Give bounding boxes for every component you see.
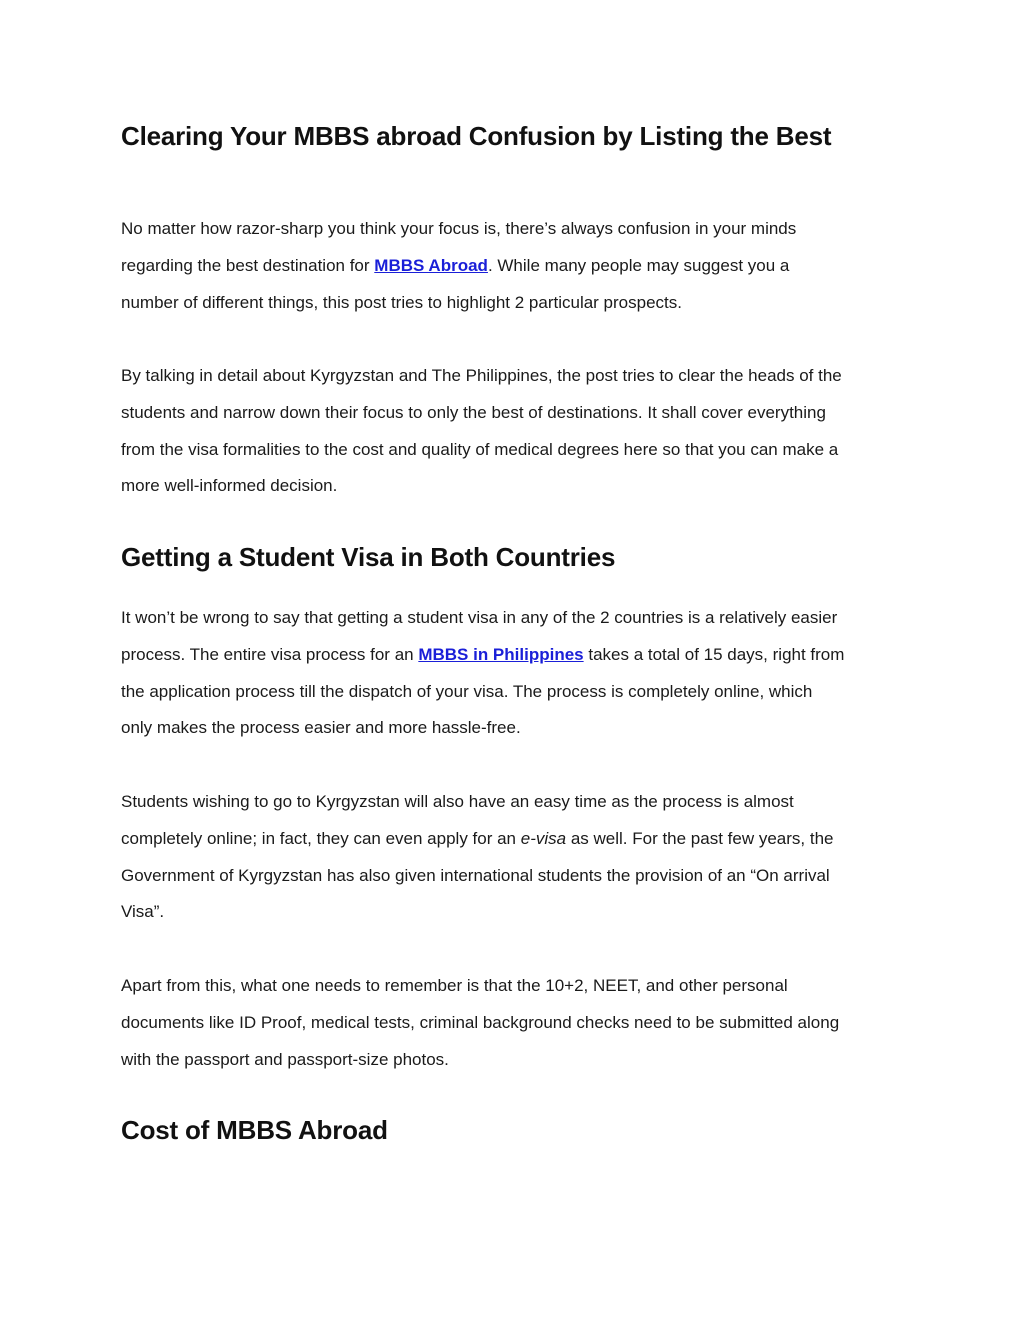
mbbs-abroad-link[interactable]: MBBS Abroad bbox=[374, 255, 488, 275]
text-line bbox=[121, 821, 911, 858]
text-span: completely online; in fact, they can even apply for an bbox=[121, 828, 521, 848]
overview-paragraph bbox=[121, 358, 911, 505]
text-line: Students wishing to go to Kyrgyzstan will also have an easy time as the process is almost bbox=[121, 792, 794, 811]
text-line bbox=[121, 248, 911, 285]
documents-paragraph bbox=[121, 968, 911, 1078]
text-line: students and narrow down their focus to only the best of destinations. It shall cover everything bbox=[121, 402, 826, 422]
text-span: as well. For the past few years, the bbox=[566, 828, 834, 848]
visa-kyrgyzstan-paragraph bbox=[121, 784, 911, 931]
section-heading-visa: Getting a Student Visa in Both Countries bbox=[121, 542, 616, 572]
text-line: only makes the process easier and more hassle-free. bbox=[121, 718, 521, 738]
page-title: Clearing Your MBBS abroad Confusion by Listing the Best bbox=[121, 121, 832, 151]
text-line: number of different things, this post tries to highlight 2 particular prospects. bbox=[121, 292, 682, 312]
intro-paragraph bbox=[121, 211, 911, 321]
text-line: No matter how razor-sharp you think your focus is, there’s always confusion in your minds bbox=[121, 219, 797, 238]
text-line bbox=[121, 637, 911, 674]
text-line: Visa”. bbox=[121, 902, 165, 922]
text-span: regarding the best destination for bbox=[121, 255, 375, 275]
e-visa-emphasis: e-visa bbox=[520, 828, 567, 848]
text-line: with the passport and passport-size photos. bbox=[121, 1049, 449, 1069]
text-line: Apart from this, what one needs to remember is that the 10+2, NEET, and other personal bbox=[121, 976, 788, 995]
text-line: Government of Kyrgyzstan has also given international students the provision of an “On arrival bbox=[121, 865, 830, 885]
text-line: the application process till the dispatch of your visa. The process is completely online, which bbox=[121, 681, 813, 701]
mbbs-in-philippines-link[interactable]: MBBS in Philippines bbox=[418, 644, 584, 664]
text-line: By talking in detail about Kyrgyzstan and The Philippines, the post tries to clear the heads of the bbox=[121, 366, 842, 385]
text-line: It won’t be wrong to say that getting a student visa in any of the 2 countries is a relatively easier bbox=[121, 608, 838, 627]
text-line: documents like ID Proof, medical tests, criminal background checks need to be submitted along bbox=[121, 1012, 840, 1032]
text-span: process. The entire visa process for an bbox=[121, 644, 419, 664]
section-heading-cost: Cost of MBBS Abroad bbox=[121, 1115, 388, 1145]
visa-philippines-paragraph bbox=[121, 600, 911, 747]
text-span: . While many people may suggest you a bbox=[487, 255, 790, 275]
text-span: takes a total of 15 days, right from bbox=[583, 644, 845, 664]
text-line: from the visa formalities to the cost and quality of medical degrees here so that you can make a bbox=[121, 439, 839, 459]
text-line: more well-informed decision. bbox=[121, 476, 338, 496]
